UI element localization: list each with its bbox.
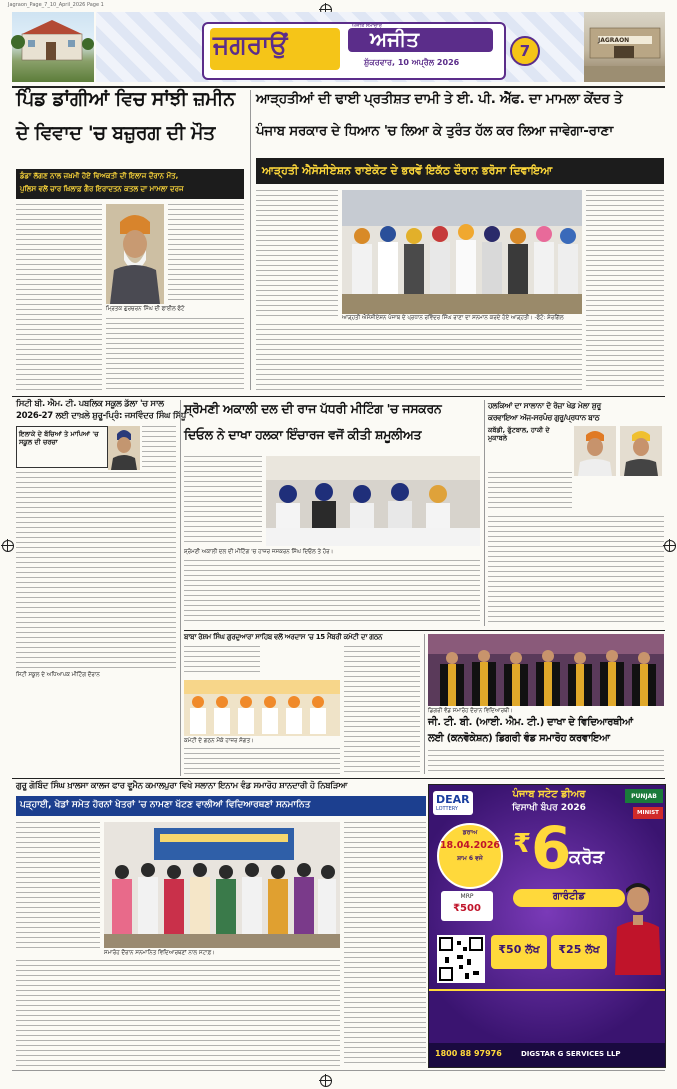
ad-distributor: DIGSTAR G SERVICES LLP bbox=[521, 1050, 621, 1058]
lottery-ad bbox=[428, 784, 666, 1068]
land-sub-1: ਡੰਡਾ ਲੱਗਣ ਨਾਲ ਜ਼ਖ਼ਮੀ ਹੋਏ ਵਿਅਕਤੀ ਦੀ ਇਲਾਜ ਦੌਰਾਨ ਮੌਤ, bbox=[20, 172, 179, 180]
committee-photo-caption: ਕਮੇਟੀ ਦੇ ਗਠਨ ਮੌਕੇ ਹਾਜ਼ਰ ਸੰਗਤ। bbox=[184, 738, 254, 744]
ad-second-prize: ₹50 ਲੱਖ bbox=[498, 943, 540, 956]
print-slug: Jagraon_Page_7_10_April_2026 Page 1 bbox=[8, 2, 104, 8]
mela-sub: ਕਰਵਾਇਆ ਅੱਜ-ਸਰਪੰਚ ਗੁਰੂ/ਪ੍ਰਧਾਨ ਬਾਠ bbox=[488, 413, 600, 422]
akali-meeting-photo bbox=[266, 456, 480, 546]
land-headline-1: ਪਿੰਡ ਡਾਂਗੀਆਂ ਵਿਚ ਸਾਂਝੀ ਜ਼ਮੀਨ bbox=[16, 88, 235, 110]
arhtiya-sub: ਆੜ੍ਹਤੀ ਐਸੋਸੀਏਸ਼ਨ ਰਾਏਕੋਟ ਦੇ ਭਰਵੇਂ ਇਕੱਠ ਦੌਰਾਨ ਭਰੋਸਾ ਦਿਵਾਇਆ bbox=[262, 164, 553, 177]
akali-headline-1: ਸ਼੍ਰੋਮਣੀ ਅਕਾਲੀ ਦਲ ਦੀ ਰਾਜ ਪੱਧਰੀ ਮੀਟਿੰਗ 'ਚ ਜਸਕਰਨ bbox=[184, 401, 442, 416]
masthead-paper-small: ਅਜੀਤ ਸਮਾਚਾਰ bbox=[352, 23, 382, 29]
ad-draw-date: 18.04.2026 bbox=[439, 840, 501, 851]
ad-person-photo bbox=[613, 875, 663, 975]
school-headline-2: 2026-27 ਲਈ ਦਾਖ਼ਲੇ ਸ਼ੁਰੂ-ਪ੍ਰਿੰ: ਜਸਵਿੰਦਰ ਸਿੰਘ ਸਿੱਧੂ bbox=[16, 411, 187, 421]
ad-price-label: MRP bbox=[460, 893, 474, 900]
mela-side-text: ਕਬੱਡੀ, ਫੁੱਟਬਾਲ, ਹਾਕੀ ਦੇ ਮੁਕਾਬਲੇ bbox=[488, 426, 550, 443]
committee-headline: ਬਾਬਾ ਰੇਸ਼ਮ ਸਿੰਘ ਗੁਰਦੁਆਰਾ ਸਾਹਿਬ ਵਲੋਂ ਅਰਦਾਸ 'ਚ 15 ਮੈਂਬਰੀ ਕਮੇਟੀ ਦਾ ਗਠਨ bbox=[184, 633, 383, 641]
guru-gobind-photo-caption: ਸਮਾਰੋਹ ਦੌਰਾਨ ਸਨਮਾਨਿਤ ਵਿਦਿਆਰਥਣਾਂ ਨਾਲ ਸਟਾਫ਼। bbox=[104, 950, 215, 956]
registration-mark-icon bbox=[664, 540, 676, 552]
school-body bbox=[16, 472, 176, 668]
ad-guarantee: ਗਾਰੰਟੀਡ bbox=[553, 891, 585, 902]
convocation-photo-caption: ਡਿਗਰੀ ਵੰਡ ਸਮਾਰੋਹ ਦੌਰਾਨ ਵਿਦਿਆਰਥੀ। bbox=[428, 708, 513, 714]
akali-headline-2: ਦਿਓਲ ਨੇ ਦਾਖਾ ਹਲਕਾ ਇੰਚਾਰਜ ਵਜੋਂ ਕੀਤੀ ਸ਼ਮੂਲੀਅਤ bbox=[184, 427, 422, 442]
ad-prize-unit: ਕਰੋੜ bbox=[569, 847, 605, 868]
ad-subtitle: ਵਿਸਾਖੀ ਬੰਪਰ 2026 bbox=[512, 803, 586, 813]
arhtiya-headline-1: ਆੜ੍ਹਤੀਆਂ ਦੀ ਢਾਈ ਪ੍ਰਤੀਸ਼ਤ ਦਾਮੀ ਤੇ ਈ. ਪੀ. ਐੱਫ. ਦਾ ਮਾਮਲਾ ਕੇਂਦਰ ਤੇ bbox=[256, 91, 623, 107]
mela-headline: ਹਲਕਿਆਂ ਦਾ ਸਾਲਾਨਾ ਦੋ ਰੋਜ਼ਾ ਖੇਡ ਮੇਲਾ ਸ਼ੁਰੂ bbox=[488, 401, 601, 410]
ad-prize-symbol: ₹ bbox=[513, 829, 532, 859]
convocation-photo bbox=[428, 634, 664, 706]
registration-mark-icon bbox=[2, 540, 14, 552]
mela-body bbox=[488, 516, 664, 626]
masthead-right-sign: JAGRAON bbox=[598, 37, 630, 44]
mela-photo-2 bbox=[620, 426, 662, 476]
land-body-col-2b bbox=[106, 318, 244, 392]
guru-gobind-photo bbox=[104, 822, 340, 948]
guru-gobind-headline: ਗੁਰੂ ਗੋਬਿੰਦ ਸਿੰਘ ਖ਼ਾਲਸਾ ਕਾਲਜ ਫਾਰ ਵੂਮੈਨ ਕਮਾਲਪੁਰਾ ਵਿਖੇ ਸਲਾਨਾ ਇਨਾਮ ਵੰਡ ਸਮਾਰੋਹ ਸ਼ਾਨਦਾਰੀ ਹੋ ਨਿਬੜਿਆ bbox=[16, 781, 348, 791]
convocation-headline-1: ਜੀ. ਟੀ. ਬੀ. (ਆਈ. ਐਮ. ਟੀ.) ਦਾਖਾ ਦੇ ਵਿਦਿਆਰਥੀਆਂ bbox=[428, 717, 633, 728]
land-photo-caption: ਮ੍ਰਿਤਕ ਗੁਰਚਰਨ ਸਿੰਘ ਦੀ ਫਾਈਲ ਫੋਟੋ bbox=[106, 306, 185, 312]
ad-draw-label: ਡਰਾਅ bbox=[462, 829, 478, 836]
land-body-col-1 bbox=[16, 204, 102, 392]
registration-mark-icon bbox=[320, 1075, 332, 1087]
masthead-paper-name: ਅਜੀਤ bbox=[370, 27, 420, 51]
masthead-city-title: ਜਗਰਾਉਂ bbox=[213, 30, 288, 59]
arhtiya-body-col-4 bbox=[586, 190, 664, 390]
masthead-date: ਸ਼ੁੱਕਰਵਾਰ, 10 ਅਪ੍ਰੈਲ 2026 bbox=[364, 58, 460, 67]
school-headline-1: ਸਿਟੀ ਬੀ. ਐਮ. ਟੀ. ਪਬਲਿਕ ਸਕੂਲ ਡੱਲਾ 'ਚ ਸਾਲ bbox=[16, 399, 164, 409]
ad-title: ਪੰਜਾਬ ਸਟੇਟ ਡੀਅਰ bbox=[512, 789, 586, 800]
school-principal-photo bbox=[108, 426, 140, 470]
school-intro: ਇਲਾਕੇ ਦੇ ਬੱਚਿਆਂ ਤੇ ਮਾਪਿਆਂ 'ਚ ਸਕੂਲ ਦੀ ਚਰਚਾ bbox=[19, 430, 99, 447]
land-sub-2: ਪੁਲਿਸ ਵਲੋਂ ਚਾਰ ਖ਼ਿਲਾਫ਼ ਗੈਰ ਇਰਾਦਤਨ ਕਤਲ ਦਾ ਮਾਮਲਾ ਦਰਜ bbox=[20, 185, 184, 193]
akali-photo-caption: ਸ਼੍ਰੋਮਣੀ ਅਕਾਲੀ ਦਲ ਦੀ ਮੀਟਿੰਗ 'ਚ ਹਾਜ਼ਰ ਜਸਕਰਨ ਸਿੰਘ ਦਿਓਲ ਤੇ ਹੋਰ। bbox=[184, 549, 334, 555]
convocation-headline-2: ਲਈ (ਕਨਵੋਕੇਸ਼ਨ) ਡਿਗਰੀ ਵੰਡ ਸਮਾਰੋਹ ਕਰਵਾਇਆ bbox=[428, 733, 610, 744]
ad-draw-time: ਸ਼ਾਮ 6 ਵਜੇ bbox=[457, 855, 483, 862]
masthead bbox=[12, 12, 665, 88]
arhtiya-photo-caption: ਆੜ੍ਹਤੀ ਐਸੋਸੀਏਸ਼ਨ ਪੰਜਾਬ ਦੇ ਪ੍ਰਧਾਨ ਰਵਿੰਦਰ ਸਿੰਘ ਰਾਣਾ ਦਾ ਸਨਮਾਨ ਕਰਦੇ ਹੋਏ ਆੜ੍ਹਤੀ। -ਫੋਟੋ: ਸ਼ੇਰਗਿੱਲ bbox=[342, 315, 564, 321]
ad-punjab-badge: PUNJAB bbox=[625, 789, 663, 803]
arhtiya-body-col-1 bbox=[256, 190, 338, 318]
guru-gobind-body bbox=[16, 960, 340, 1066]
masthead-right-photo bbox=[584, 12, 665, 82]
guru-gobind-sub: ਪੜ੍ਹਾਈ, ਖੇਡਾਂ ਸਮੇਤ ਹੋਰਨਾਂ ਖੇਤਰਾਂ 'ਚ ਨਾਮਣਾ ਖੱਟਣ ਵਾਲੀਆਂ ਵਿਦਿਆਰਥਣਾਂ ਸਨਮਾਨਿਤ bbox=[20, 800, 311, 810]
mela-photo-1 bbox=[574, 426, 616, 476]
ad-prize-value: 6 bbox=[531, 814, 572, 882]
ad-lottery-sub: LOTTERY bbox=[436, 806, 458, 812]
ad-phone: 1800 88 97976 bbox=[435, 1049, 502, 1058]
committee-photo bbox=[184, 680, 340, 736]
ad-lottery-label: DEAR bbox=[436, 793, 470, 806]
arhtiya-group-photo bbox=[342, 190, 582, 314]
akali-body-bottom bbox=[184, 560, 480, 624]
school-bottom-caption: ਸਿਟੀ ਸਕੂਲ ਦੇ ਅਧਿਆਪਕ ਮੀਟਿੰਗ ਦੌਰਾਨ bbox=[16, 672, 100, 678]
ad-price: ₹500 bbox=[453, 903, 481, 914]
land-victim-photo bbox=[106, 204, 164, 304]
ad-minister-badge: MINIST bbox=[633, 807, 663, 819]
arhtiya-headline-2: ਪੰਜਾਬ ਸਰਕਾਰ ਦੇ ਧਿਆਨ 'ਚ ਲਿਆ ਕੇ ਤੁਰੰਤ ਹੱਲ ਕਰ ਲਿਆ ਜਾਵੇਗਾ-ਰਾਣਾ bbox=[256, 123, 613, 139]
masthead-left-photo bbox=[12, 12, 94, 82]
arhtiya-body-bottom bbox=[256, 324, 582, 390]
land-body-col-2a bbox=[168, 204, 244, 304]
ad-third-prize: ₹25 ਲੱਖ bbox=[558, 943, 600, 956]
land-headline-2: ਦੇ ਵਿਵਾਦ 'ਚ ਬਜ਼ੁਰਗ ਦੀ ਮੌਤ bbox=[16, 122, 216, 144]
page-number-badge: 7 bbox=[510, 36, 540, 66]
ad-qr-code bbox=[437, 935, 485, 983]
akali-body-col-1 bbox=[184, 456, 262, 546]
